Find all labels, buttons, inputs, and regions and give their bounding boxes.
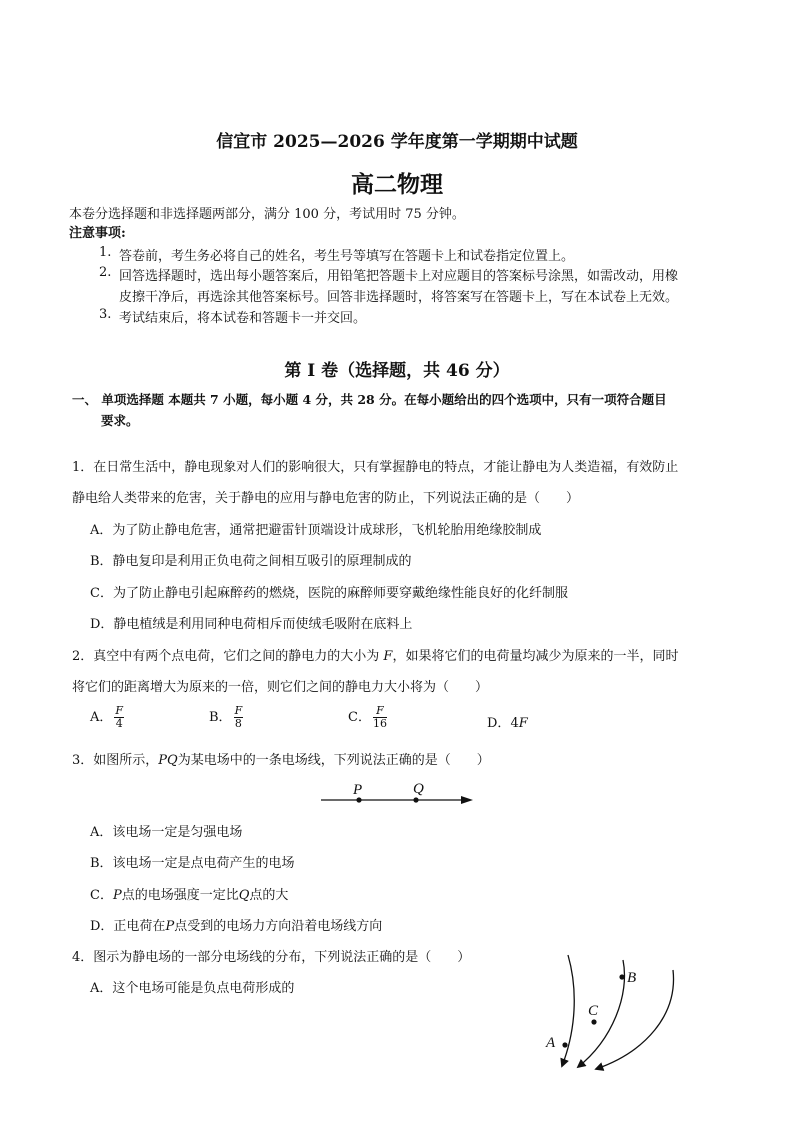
q4-field-lines-figure bbox=[538, 948, 688, 1073]
q1-stem-line2: 静电给人类带来的危害，关于静电的应用与静电危害的防止，下列说法正确的是（ ） bbox=[72, 491, 580, 506]
q3-option-b: B．该电场一定是点电荷产生的电场 bbox=[90, 856, 295, 871]
field-line-2 bbox=[578, 960, 624, 1067]
point-q-dot bbox=[413, 797, 418, 802]
point-a-dot bbox=[562, 1042, 567, 1047]
fraction-numerator: F bbox=[115, 704, 124, 717]
field-line-1 bbox=[562, 955, 574, 1066]
q3-stem-text-a: 3．如图所示， bbox=[72, 753, 159, 768]
q2-stem-line1 bbox=[72, 645, 678, 664]
q1-option-a: A．为了防止静电危害，通常把避雷针顶端设计成球形，飞机轮胎用绝缘胶制成 bbox=[90, 523, 542, 538]
q2-option-d bbox=[487, 712, 528, 731]
q2-option-d-var: F bbox=[518, 716, 528, 731]
point-q-label: Q bbox=[413, 781, 424, 797]
point-b-label: B bbox=[627, 970, 637, 986]
q4-option-a: A．这个电场可能是负点电荷形成的 bbox=[90, 981, 295, 996]
q2-option-c-label: C． bbox=[348, 710, 371, 725]
q3-option-c-var-q: Q bbox=[238, 888, 250, 903]
point-a-label: A bbox=[546, 1035, 556, 1051]
notice-item-3-num: 3. bbox=[99, 307, 112, 322]
section-title: 第 I 卷（选择题，共 46 分） bbox=[284, 361, 510, 381]
section-instruction-line2: 要求。 bbox=[101, 413, 139, 428]
notice-item-2-num: 2. bbox=[99, 265, 112, 280]
q3-option-c bbox=[90, 884, 288, 903]
q3-option-a: A．该电场一定是匀强电场 bbox=[90, 825, 243, 840]
fraction-denominator: 4 bbox=[115, 717, 123, 730]
q2-var-f: F bbox=[383, 649, 393, 664]
q2-option-b-fraction bbox=[234, 705, 244, 730]
notice-heading: 注意事项: bbox=[69, 226, 126, 241]
intro-text: 本卷分选择题和非选择题两部分，满分 100 分，考试用时 75 分钟。 bbox=[69, 207, 465, 222]
arrowhead-icon bbox=[461, 796, 473, 804]
q2-stem-text-b: ，如果将它们的电荷量均减少为原来的一半，同时 bbox=[392, 649, 679, 664]
q3-field-line-figure bbox=[315, 778, 480, 810]
fraction-numerator: F bbox=[373, 705, 387, 718]
point-p-label: P bbox=[353, 782, 363, 798]
fraction-denominator: 8 bbox=[234, 717, 242, 730]
notice-item-2-line2: 皮擦干净后，再选涂其他答案标号。回答非选择题时，将答案写在答题卡上，写在本试卷上无效。 bbox=[119, 290, 679, 305]
q3-option-d-var-p: P bbox=[165, 919, 175, 934]
q1-option-d: D．静电植绒是利用同种电荷相斥而使绒毛吸附在底料上 bbox=[90, 617, 413, 632]
exam-title: 信宜市 2025—2026 学年度第一学期期中试题 bbox=[216, 132, 578, 152]
q2-option-c bbox=[348, 705, 389, 730]
fraction-denominator: 16 bbox=[372, 717, 387, 730]
q3-option-d-label: D．正电荷在 bbox=[90, 919, 166, 934]
q2-option-a-fraction bbox=[114, 705, 124, 730]
q3-option-d bbox=[90, 915, 382, 934]
notice-item-3: 考试结束后，将本试卷和答题卡一并交回。 bbox=[119, 311, 367, 326]
q2-option-b-label: B． bbox=[209, 710, 232, 725]
q2-option-a bbox=[90, 705, 126, 730]
section-instruction-line1: 一、 单项选择题 本题共 7 小题，每小题 4 分，共 28 分。在每小题给出的四个选项中，只有一项符合题目 bbox=[72, 392, 667, 407]
subject-title: 高二物理 bbox=[351, 171, 443, 198]
q3-option-d-text: 点受到的电场力方向沿着电场线方向 bbox=[174, 919, 383, 934]
q3-option-c-text-b: 点的大 bbox=[249, 888, 289, 903]
q3-option-c-label: C． bbox=[90, 888, 113, 903]
point-b-dot bbox=[619, 974, 624, 979]
q4-stem: 4．图示为静电场的一部分电场线的分布，下列说法正确的是（ ） bbox=[72, 950, 471, 965]
q2-option-a-label: A． bbox=[90, 710, 113, 725]
notice-item-2-line1: 回答选择题时，选出每小题答案后，用铅笔把答题卡上对应题目的答案标号涂黑，如需改动，用橡 bbox=[119, 269, 679, 284]
q1-option-c: C．为了防止静电引起麻醉药的燃烧，医院的麻醉师要穿戴绝缘性能良好的化纤制服 bbox=[90, 586, 568, 601]
notice-item-1: 答卷前，考生务必将自己的姓名，考生号等填写在答题卡上和试卷指定位置上。 bbox=[119, 249, 575, 264]
q3-stem bbox=[72, 749, 490, 768]
q3-option-c-text-a: 点的电场强度一定比 bbox=[121, 888, 239, 903]
q3-var-pq: PQ bbox=[158, 753, 178, 768]
q1-stem-line1: 1．在日常生活中，静电现象对人们的影响很大，只有掌握静电的特点，才能让静电为人类造福，有效防止 bbox=[72, 460, 679, 475]
point-c-label: C bbox=[588, 1003, 599, 1019]
q2-stem-line2: 将它们的距离增大为原来的一倍，则它们之间的静电力大小将为（ ） bbox=[72, 680, 489, 695]
q2-option-d-number: 4 bbox=[510, 716, 519, 731]
point-c-dot bbox=[591, 1019, 596, 1024]
q2-stem-text-a: 2．真空中有两个点电荷，它们之间的静电力的大小为 bbox=[72, 649, 384, 664]
q2-option-d-label: D． bbox=[487, 716, 511, 731]
point-p-dot bbox=[356, 797, 361, 802]
fraction-numerator: F bbox=[234, 704, 243, 717]
q3-option-c-var-p: P bbox=[112, 888, 122, 903]
q1-option-b: B．静电复印是利用正负电荷之间相互吸引的原理制成的 bbox=[90, 554, 412, 569]
q2-option-c-fraction bbox=[373, 705, 387, 730]
q2-option-b bbox=[209, 705, 245, 730]
q3-stem-text-b: 为某电场中的一条电场线，下列说法正确的是（ ） bbox=[177, 753, 490, 768]
notice-item-1-num: 1. bbox=[99, 245, 112, 260]
